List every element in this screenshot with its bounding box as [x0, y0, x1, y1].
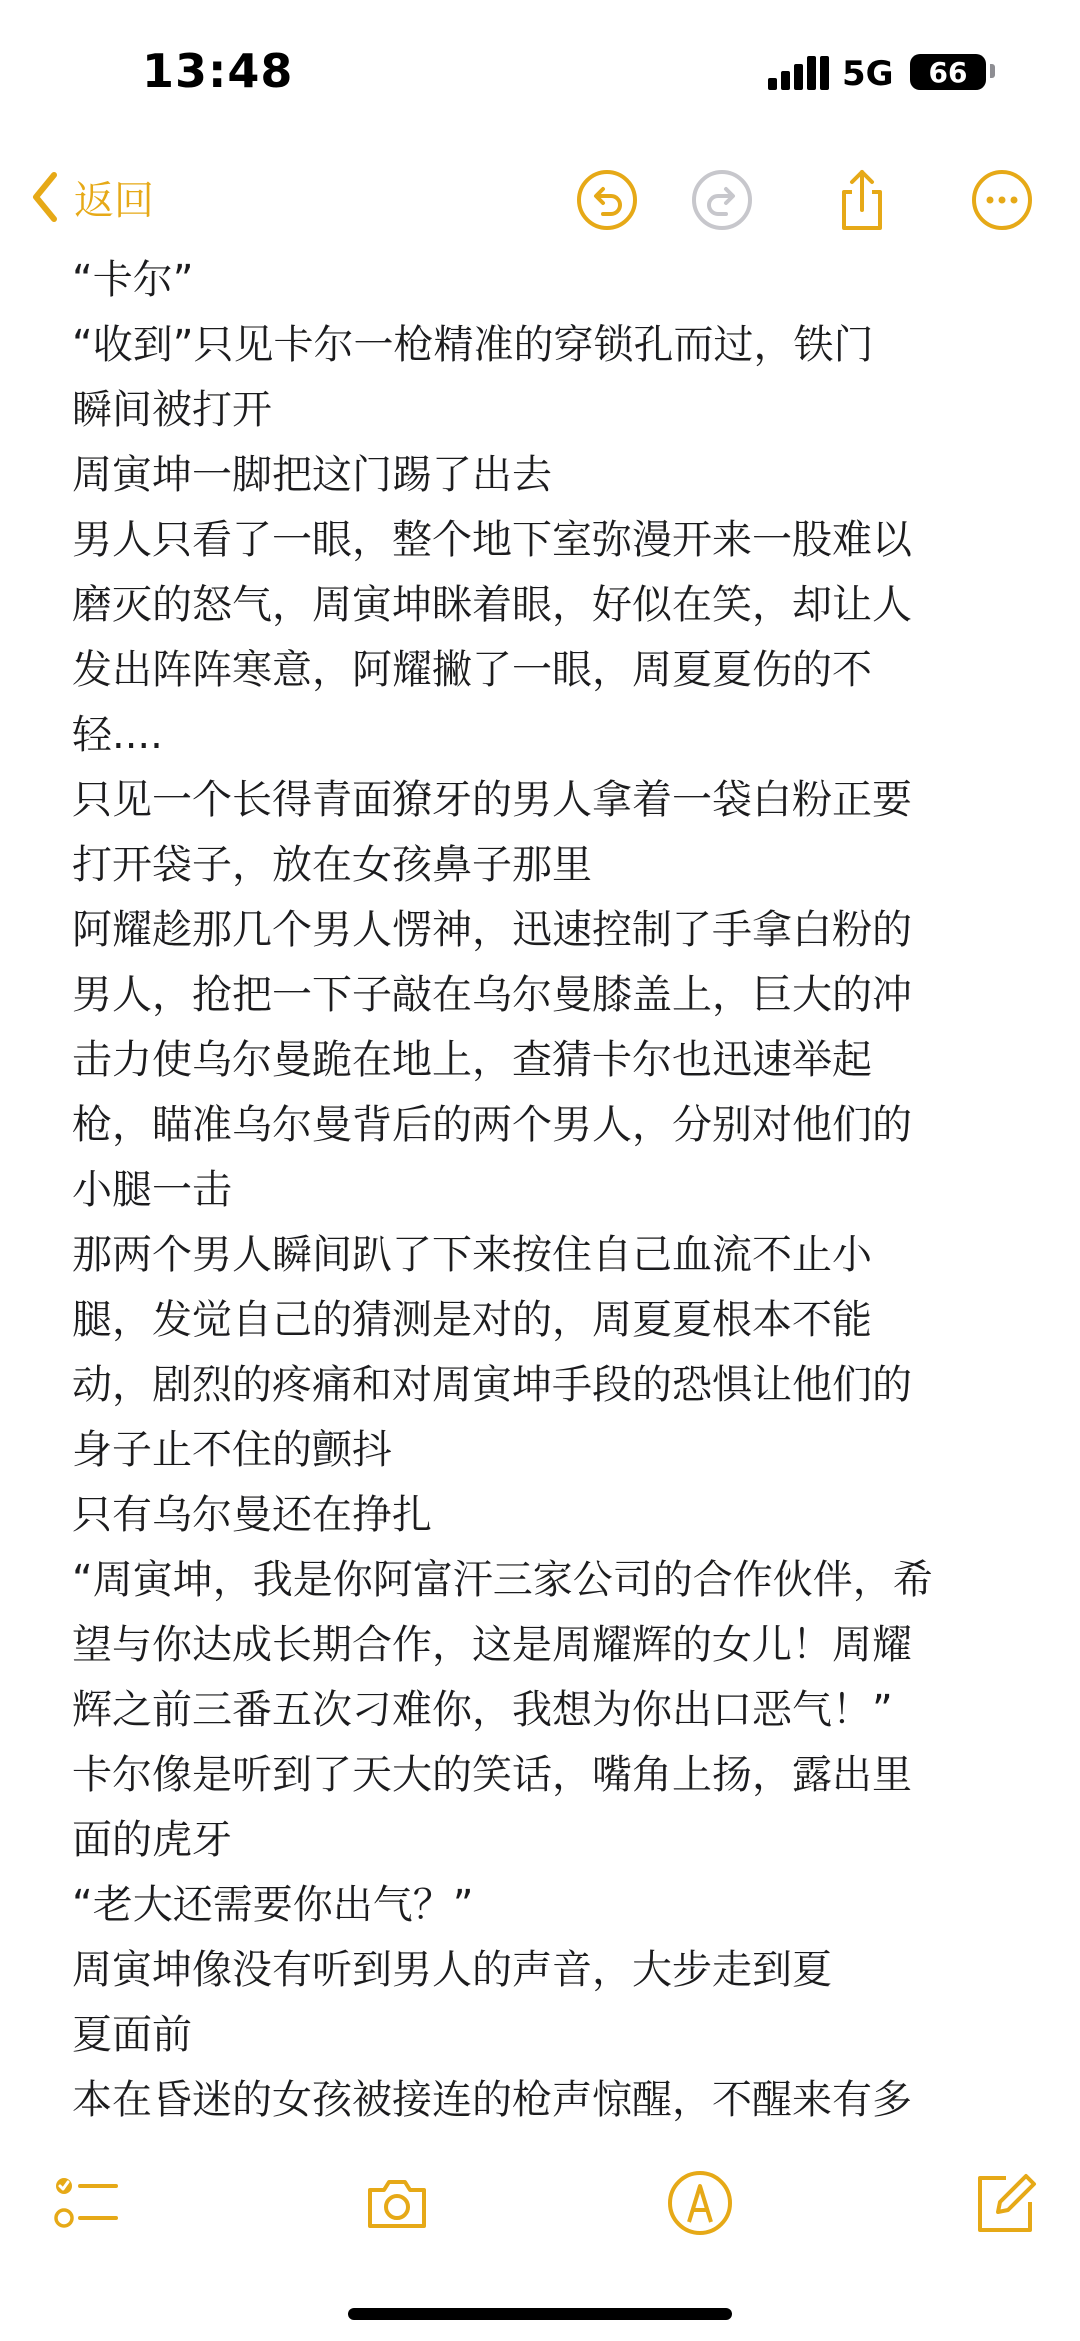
note-line: “老大还需要你出气？” — [72, 1882, 474, 1928]
note-line: 小腿一击 — [72, 1167, 232, 1213]
note-line: 只见一个长得青面獠牙的男人拿着一袋白粉正要 — [72, 777, 912, 823]
bottom-toolbar — [0, 2160, 1080, 2260]
status-bar — [0, 0, 1080, 150]
redo-icon[interactable] — [690, 168, 754, 232]
note-line: 打开袋子，放在女孩鼻子那里 — [72, 842, 592, 888]
home-indicator[interactable] — [348, 2308, 732, 2320]
note-line: 磨灭的怒气，周寅坤眯着眼，好似在笑，却让人 — [72, 582, 912, 628]
note-line: 周寅坤一脚把这门踢了出去 — [72, 452, 552, 498]
note-line: 周寅坤像没有听到男人的声音，大步走到夏 — [72, 1947, 832, 1993]
note-line: 夏面前 — [72, 2012, 192, 2058]
note-line: 击力使乌尔曼跪在地上，查猜卡尔也迅速举起 — [72, 1037, 872, 1083]
note-line: 辉之前三番五次刁难你，我想为你出口恶气！” — [72, 1687, 893, 1733]
note-line: 阿耀趁那几个男人愣神，迅速控制了手拿白粉的 — [72, 907, 912, 953]
note-line: “收到”只见卡尔一枪精准的穿锁孔而过，铁门 — [72, 322, 874, 368]
more-icon[interactable] — [970, 168, 1034, 232]
note-line: 面的虎牙 — [72, 1817, 232, 1863]
nav-bar — [0, 150, 1080, 250]
note-line: 身子止不住的颤抖 — [72, 1427, 392, 1473]
note-line: 枪，瞄准乌尔曼背后的两个男人，分别对他们的 — [72, 1102, 912, 1148]
note-body[interactable] — [72, 248, 1022, 2128]
checklist-icon[interactable] — [50, 2168, 120, 2238]
note-line: 男人只看了一眼，整个地下室弥漫开来一股难以 — [72, 517, 912, 563]
signal-icon — [768, 56, 830, 90]
back-button[interactable] — [30, 162, 154, 232]
compose-icon[interactable] — [970, 2168, 1040, 2238]
chevron-left-icon — [30, 171, 60, 223]
network-type: 5G — [842, 54, 894, 94]
note-line: 望与你达成长期合作，这是周耀辉的女儿！周耀 — [72, 1622, 912, 1668]
note-line: 轻.... — [72, 712, 163, 758]
camera-icon[interactable] — [362, 2168, 432, 2238]
note-line: 男人，抢把一下子敲在乌尔曼膝盖上，巨大的冲 — [72, 972, 912, 1018]
status-time: 13:48 — [142, 44, 294, 98]
note-line: 只有乌尔曼还在挣扎 — [72, 1492, 432, 1538]
note-line: “周寅坤，我是你阿富汗三家公司的合作伙伴，希 — [72, 1557, 933, 1603]
note-line: 卡尔像是听到了天大的笑话，嘴角上扬，露出里 — [72, 1752, 912, 1798]
back-label: 返回 — [74, 177, 154, 224]
note-line: 腿，发觉自己的猜测是对的，周夏夏根本不能 — [72, 1297, 872, 1343]
undo-icon[interactable] — [575, 168, 639, 232]
battery-icon — [910, 54, 986, 90]
note-line: “卡尔” — [72, 257, 194, 303]
note-line: 发出阵阵寒意，阿耀撇了一眼，周夏夏伤的不 — [72, 647, 872, 693]
note-line: 动，剧烈的疼痛和对周寅坤手段的恐惧让他们的 — [72, 1362, 912, 1408]
markup-icon[interactable] — [665, 2168, 735, 2238]
note-line: 那两个男人瞬间趴了下来按住自己血流不止小 — [72, 1232, 872, 1278]
share-icon[interactable] — [830, 168, 894, 232]
battery-level: 66 — [928, 55, 968, 89]
note-line: 本在昏迷的女孩被接连的枪声惊醒，不醒来有多 — [72, 2077, 912, 2123]
note-line: 瞬间被打开 — [72, 387, 272, 433]
battery-cap — [990, 64, 995, 78]
